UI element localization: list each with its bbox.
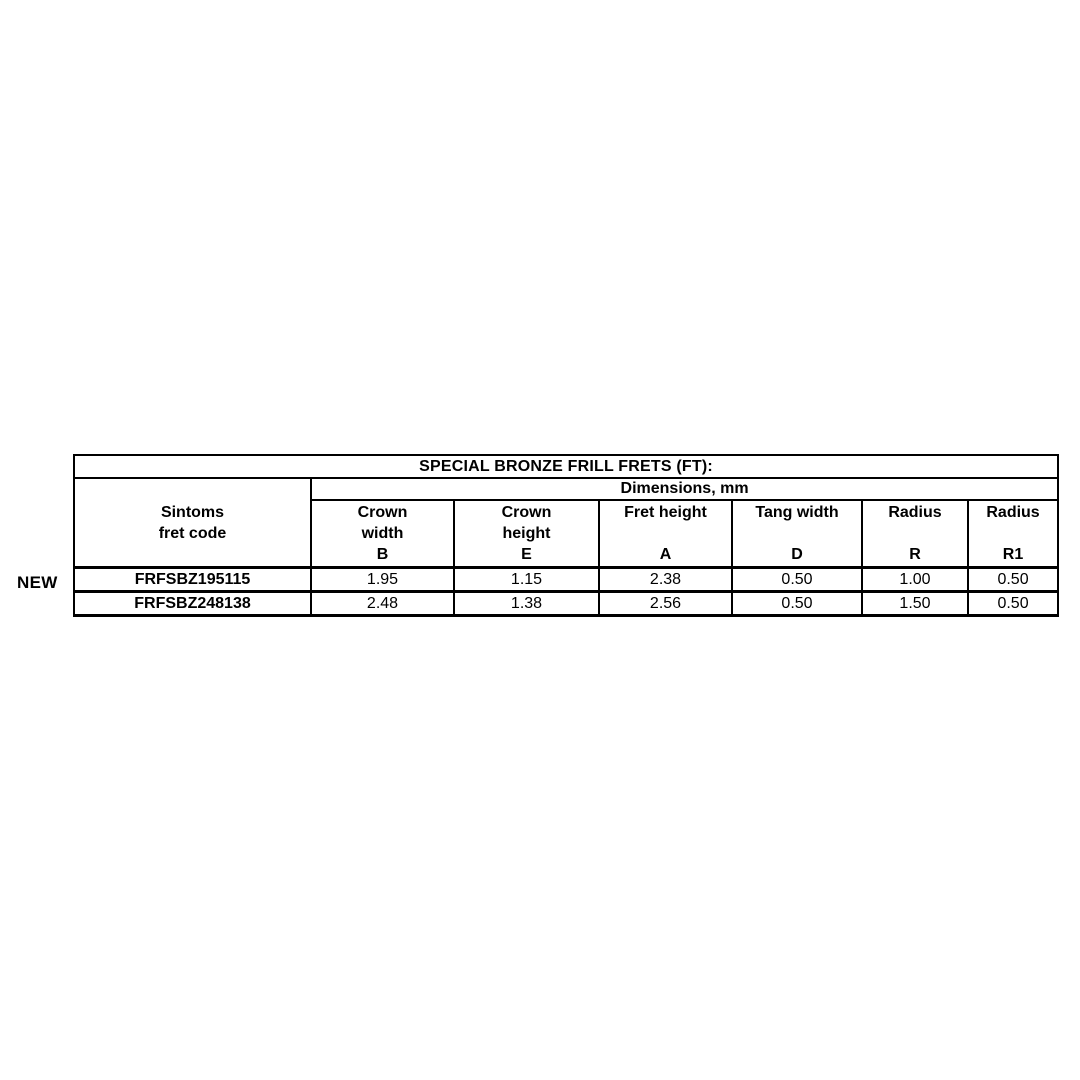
title-row xyxy=(74,455,1058,478)
fret-code-column-header xyxy=(74,478,311,568)
value-cell: 1.95 xyxy=(311,568,454,592)
header-label-line: Radius xyxy=(986,504,1040,521)
value-cell: 0.50 xyxy=(968,568,1058,592)
value-cell: 1.15 xyxy=(454,568,599,592)
value-cell: 1.38 xyxy=(454,592,599,616)
fret-code-header-line1: Sintoms xyxy=(160,503,225,521)
dimension-letter: A xyxy=(659,546,672,563)
fret-code-cell: FRFSBZ195115 xyxy=(74,568,311,592)
table-row xyxy=(74,592,1058,616)
dimension-letter: D xyxy=(791,546,803,563)
column-header-fret-height xyxy=(599,500,732,568)
frets-table xyxy=(73,454,1059,617)
value-cell: 0.50 xyxy=(732,568,862,592)
column-header-radius-r1 xyxy=(968,500,1058,568)
value-cell: 0.50 xyxy=(968,592,1058,616)
new-badge: NEW xyxy=(17,573,58,592)
table-row xyxy=(74,568,1058,592)
header-label-line: Radius xyxy=(888,504,942,521)
value-cell: 1.00 xyxy=(862,568,968,592)
dimensions-row xyxy=(74,478,1058,500)
value-cell: 1.50 xyxy=(862,592,968,616)
value-cell: 2.38 xyxy=(599,568,732,592)
dimension-letter: R xyxy=(909,546,921,563)
fret-code-cell: FRFSBZ248138 xyxy=(74,592,311,616)
header-label-line: width xyxy=(361,525,404,542)
value-cell: 0.50 xyxy=(732,592,862,616)
column-header-crown-height xyxy=(454,500,599,568)
value-cell: 2.48 xyxy=(311,592,454,616)
column-header-tang-width xyxy=(732,500,862,568)
column-header-crown-width xyxy=(311,500,454,568)
header-label-line: Crown xyxy=(501,504,552,521)
header-label-line: Tang width xyxy=(755,504,839,521)
fret-code-header-line2: fret code xyxy=(158,524,227,542)
table-title: SPECIAL BRONZE FRILL FRETS (FT): xyxy=(74,455,1058,478)
dimension-letter: R1 xyxy=(1002,546,1024,563)
dimension-letter: B xyxy=(376,546,389,563)
column-header-radius-r xyxy=(862,500,968,568)
value-cell: 2.56 xyxy=(599,592,732,616)
dimension-letter: E xyxy=(521,546,532,563)
header-label-line: height xyxy=(502,525,551,542)
header-label-line: Crown xyxy=(357,504,408,521)
dimensions-header: Dimensions, mm xyxy=(311,478,1058,500)
header-label-line: Fret height xyxy=(624,504,707,521)
